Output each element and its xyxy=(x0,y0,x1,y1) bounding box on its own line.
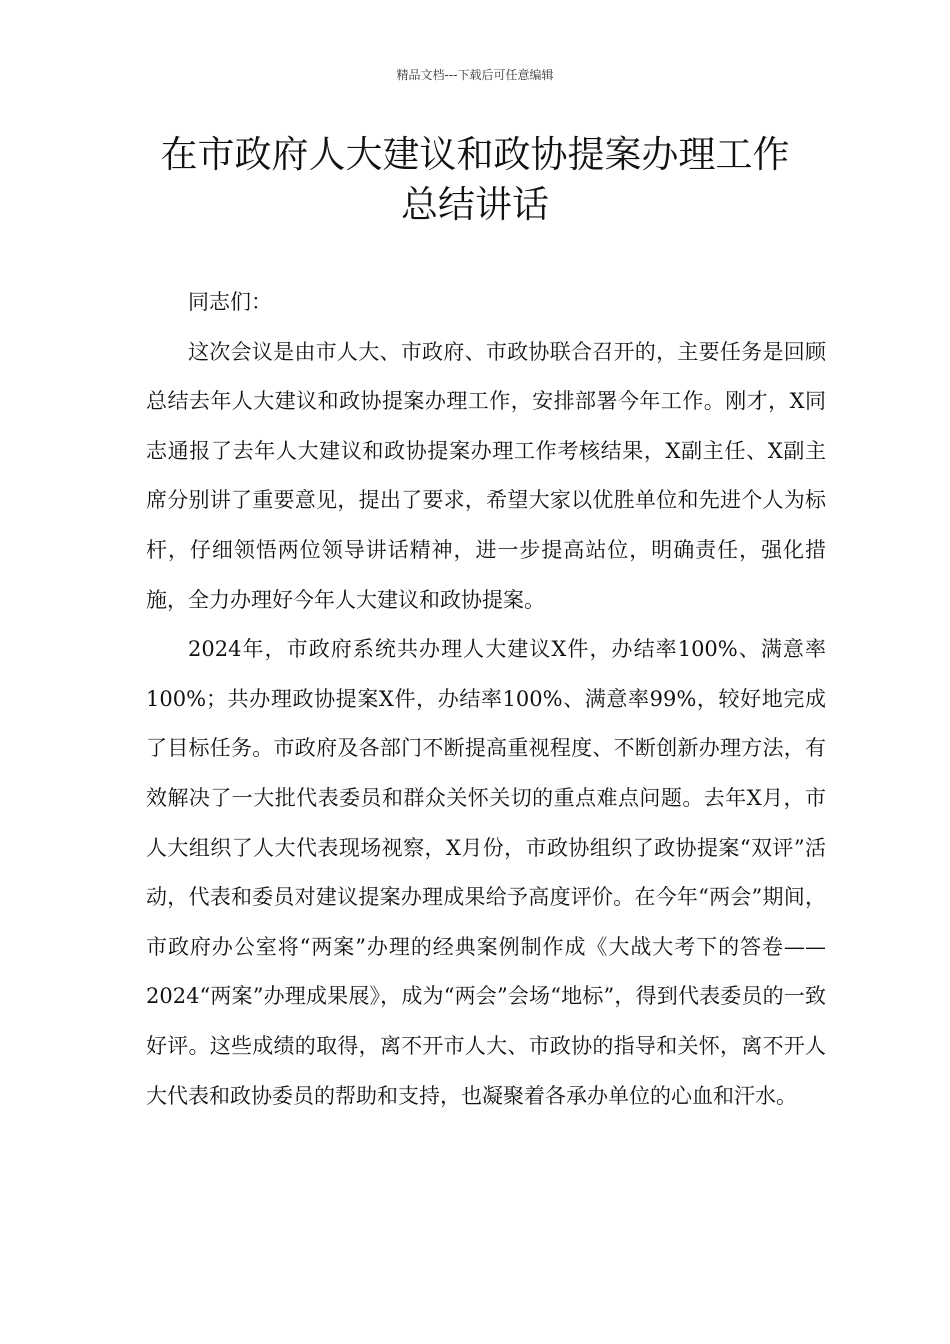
title-line-2: 总结讲话 xyxy=(401,183,549,226)
page-header: 精品文档---下载后可任意编辑 xyxy=(396,68,554,82)
document-title xyxy=(100,130,850,230)
paragraph-results: 2024年，市政府系统共办理人大建议X件，办结率100%、满意率100%；共办理政协提案X件，办结率100%、满意率99%，较好地完成了目标任务。市政府及各部门不断提高重视程度、不断创新办理方法，有效解决了一大批代表委员和群众关怀关切的重点难点问题。去年X月，市人大组织了人大代表现场视察，X月份，市政协组织了政协提案“双评”活动，代表和委员对建议提案办理成果给予高度评价。在今年“两会”期间，市政府办公室将“两案”办理的经典案例制作成《大战大考下的答卷——2024“两案”办理成果展》，成为“两会”会场“地标”，得到代表委员的一致好评。这些成绩的取得，离不开市人大、市政协的指导和关怀，离不开人大代表和政协委员的帮助和支持，也凝聚着各承办单位的心血和汗水。 xyxy=(146,637,826,1108)
title-line-1: 在市政府人大建议和政协提案办理工作 xyxy=(160,133,790,176)
paragraph-intro: 这次会议是由市人大、市政府、市政协联合召开的，主要任务是回顾总结去年人大建议和政协提案办理工作，安排部署今年工作。刚才，X同志通报了去年人大建议和政协提案办理工作考核结果，X副主任、X副主席分别讲了重要意见，提出了要求，希望大家以优胜单位和先进个人为标杆，仔细领悟两位领导讲话精神，进一步提高站位，明确责任，强化措施，全力办理好今年人大建议和政协提案。 xyxy=(146,339,826,612)
salutation: 同志们： xyxy=(188,290,272,314)
document-body xyxy=(146,278,826,1121)
